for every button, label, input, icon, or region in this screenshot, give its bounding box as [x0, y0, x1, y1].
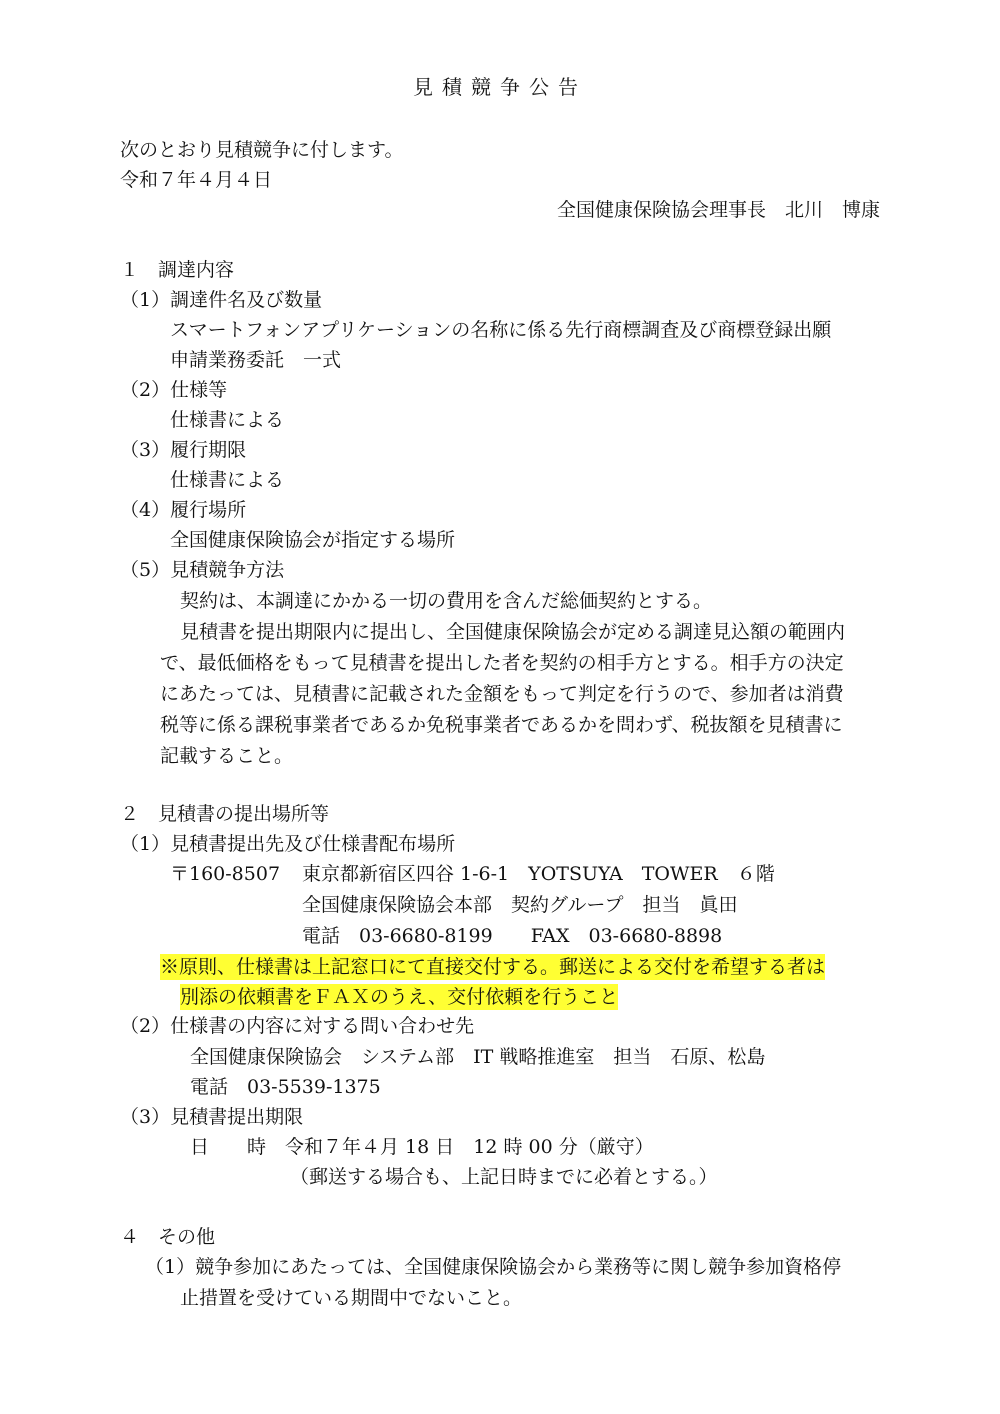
submission-deadline: 日 時 令和７年４月 18 日 12 時 00 分（厳守） [190, 1136, 654, 1158]
deadline-text: 仕様書による [170, 469, 285, 491]
method-paragraph-2-line-1: 見積書を提出期限内に提出し、全国健康保険協会が定める調達見込額の範囲内 [180, 621, 846, 643]
page-title: 見積競争公告 [413, 75, 587, 99]
inquiry-contact: 全国健康保険協会 システム部 IT 戦略推進室 担当 石原、松島 [190, 1046, 766, 1068]
section-2-item-2-label: （2）仕様書の内容に対する問い合わせ先 [120, 1015, 475, 1037]
section-1-heading: １ 調達内容 [120, 259, 235, 281]
section-1-item-3-label: （3）履行期限 [120, 439, 247, 461]
highlighted-note-line-1: ※原則、仕様書は上記窓口にて直接交付する。郵送による交付を希望する者は [160, 956, 826, 978]
section-1-item-1-label: （1）調達件名及び数量 [120, 289, 323, 311]
section-1-item-4-label: （4）履行場所 [120, 499, 247, 521]
method-paragraph-2-line-4: 税等に係る課税事業者であるか免税事業者であるかを問わず、税抜額を見積書に [160, 714, 843, 736]
method-paragraph-2-line-5: 記載すること。 [160, 745, 294, 767]
procurement-title-line-1: スマートフォンアプリケーションの名称に係る先行商標調査及び商標登録出願 [170, 319, 832, 341]
intro-text: 次のとおり見積競争に付します。 [120, 139, 404, 161]
contact-phone-fax: 電話 03-6680-8199 FAX 03-6680-8898 [302, 925, 723, 947]
inquiry-phone: 電話 03-5539-1375 [190, 1076, 381, 1098]
other-item-1-line-2: 止措置を受けている期間中でないこと。 [180, 1287, 523, 1309]
contact-department: 全国健康保険協会本部 契約グループ 担当 眞田 [302, 894, 738, 916]
section-2-item-3-label: （3）見積書提出期限 [120, 1106, 304, 1128]
postal-code: 〒160-8507 [170, 863, 281, 885]
method-paragraph-2-line-3: にあたっては、見積書に記載された金額をもって判定を行うので、参加者は消費 [160, 683, 844, 705]
location-text: 全国健康保険協会が指定する場所 [170, 529, 456, 551]
method-paragraph-1: 契約は、本調達にかかる一切の費用を含んだ総価契約とする。 [180, 590, 713, 612]
procurement-title-line-2: 申請業務委託 一式 [170, 349, 342, 371]
method-paragraph-2-line-2: で、最低価格をもって見積書を提出した者を契約の相手方とする。相手方の決定 [160, 652, 844, 674]
section-1-item-2-label: （2）仕様等 [120, 379, 228, 401]
highlighted-note-line-2: 別添の依頼書をＦＡＸのうえ、交付依頼を行うこと [180, 986, 619, 1008]
section-2-item-1-label: （1）見積書提出先及び仕様書配布場所 [120, 833, 456, 855]
specification-text: 仕様書による [170, 409, 285, 431]
issuer-name: 全国健康保険協会理事長 北川 博康 [556, 199, 880, 221]
other-item-1-line-1: （1）競争参加にあたっては、全国健康保険協会から業務等に関し競争参加資格停 [145, 1256, 842, 1278]
announcement-date: 令和７年４月４日 [120, 169, 273, 191]
section-1-item-5-label: （5）見積競争方法 [120, 559, 285, 581]
section-4-heading: ４ その他 [120, 1226, 216, 1248]
office-address: 東京都新宿区四谷 1-6-1 YOTSUYA TOWER ６階 [302, 863, 775, 885]
section-2-heading: ２ 見積書の提出場所等 [120, 803, 330, 825]
submission-deadline-note: （郵送する場合も、上記日時までに必着とする。） [290, 1166, 718, 1188]
